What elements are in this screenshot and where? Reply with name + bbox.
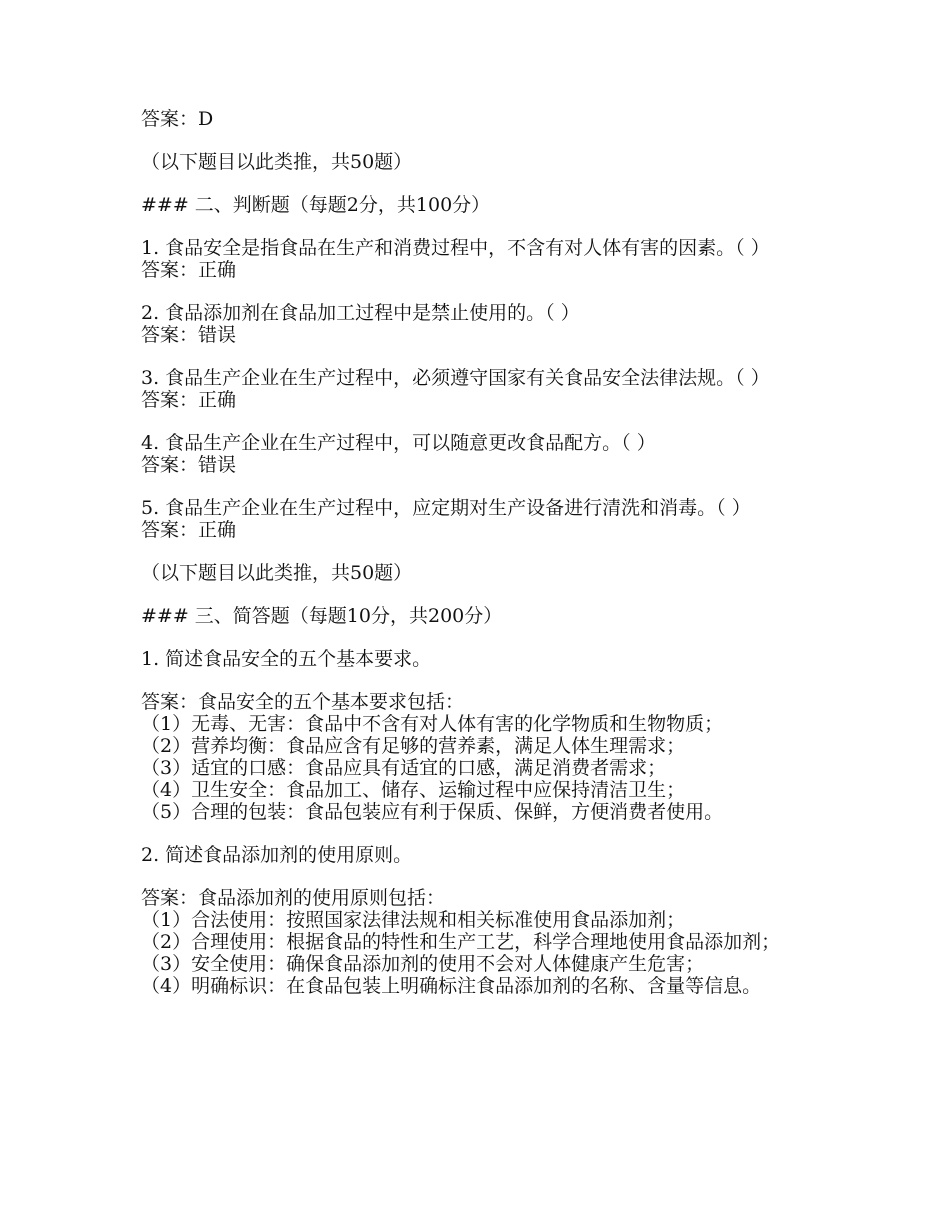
short-answer-question-1 (141, 648, 811, 670)
analog-note: （以下题目以此类推，共50题） (141, 151, 413, 173)
question-text: 1. 简述食品安全的五个基本要求。 (141, 648, 432, 670)
answer-intro: 答案：食品安全的五个基本要求包括： (141, 691, 465, 713)
tf-question-4 (141, 432, 811, 476)
answer-text: 答案：正确 (141, 259, 237, 281)
short-answer-question-2 (141, 844, 811, 866)
answer-point: （4）卫生安全：食品加工、储存、运输过程中应保持清洁卫生； (141, 779, 686, 801)
answer-point: （2）合理使用：根据食品的特性和生产工艺，科学合理地使用食品添加剂； (141, 931, 781, 953)
answer-point: （1）无毒、无害：食品中不含有对人体有害的化学物质和生物物质； (141, 713, 724, 735)
question-text: 2. 简述食品添加剂的使用原则。 (141, 844, 413, 866)
section-heading-block (141, 605, 811, 627)
answer-text: 答案：正确 (141, 389, 237, 411)
answer-point: （4）明确标识：在食品包装上明确标注食品添加剂的名称、含量等信息。 (141, 975, 762, 997)
answer-point: （1）合法使用：按照国家法律法规和相关标准使用食品添加剂； (141, 909, 686, 931)
short-answer-answer-2 (141, 887, 811, 997)
answer-point: （3）安全使用：确保食品添加剂的使用不会对人体健康产生危害； (141, 953, 705, 975)
analog-note-block (141, 562, 811, 584)
answer-point: （5）合理的包装：食品包装应有利于保质、保鲜，方便消费者使用。 (141, 801, 724, 823)
analog-note-block (141, 151, 811, 173)
answer-text: 答案：错误 (141, 324, 237, 346)
tf-question-5 (141, 497, 811, 541)
question-text: 1. 食品安全是指食品在生产和消费过程中，不含有对人体有害的因素。（ ） (141, 237, 770, 259)
document-page (141, 108, 811, 1018)
tf-question-3 (141, 367, 811, 411)
short-answer-answer-1 (141, 691, 811, 823)
answer-text: 答案：正确 (141, 519, 237, 541)
question-text: 3. 食品生产企业在生产过程中，必须遵守国家有关食品安全法律法规。（ ） (141, 367, 770, 389)
question-text: 2. 食品添加剂在食品加工过程中是禁止使用的。（ ） (141, 302, 580, 324)
answer-intro: 答案：食品添加剂的使用原则包括： (141, 887, 446, 909)
tf-question-1 (141, 237, 811, 281)
answer-point: （3）适宜的口感：食品应具有适宜的口感，满足消费者需求； (141, 757, 667, 779)
analog-note: （以下题目以此类推，共50题） (141, 562, 413, 584)
section-heading-block (141, 194, 811, 216)
section2-heading: ### 二、判断题（每题2分，共100分） (141, 194, 491, 216)
tf-question-2 (141, 302, 811, 346)
answer-text: 答案：错误 (141, 454, 237, 476)
question-text: 4. 食品生产企业在生产过程中，可以随意更改食品配方。（ ） (141, 432, 656, 454)
answer-text: 答案：D (141, 108, 214, 130)
answer-point: （2）营养均衡：食品应含有足够的营养素，满足人体生理需求； (141, 735, 686, 757)
section3-heading: ### 三、简答题（每题10分，共200分） (141, 605, 503, 627)
top-answer-block (141, 108, 811, 130)
question-text: 5. 食品生产企业在生产过程中，应定期对生产设备进行清洗和消毒。（ ） (141, 497, 751, 519)
